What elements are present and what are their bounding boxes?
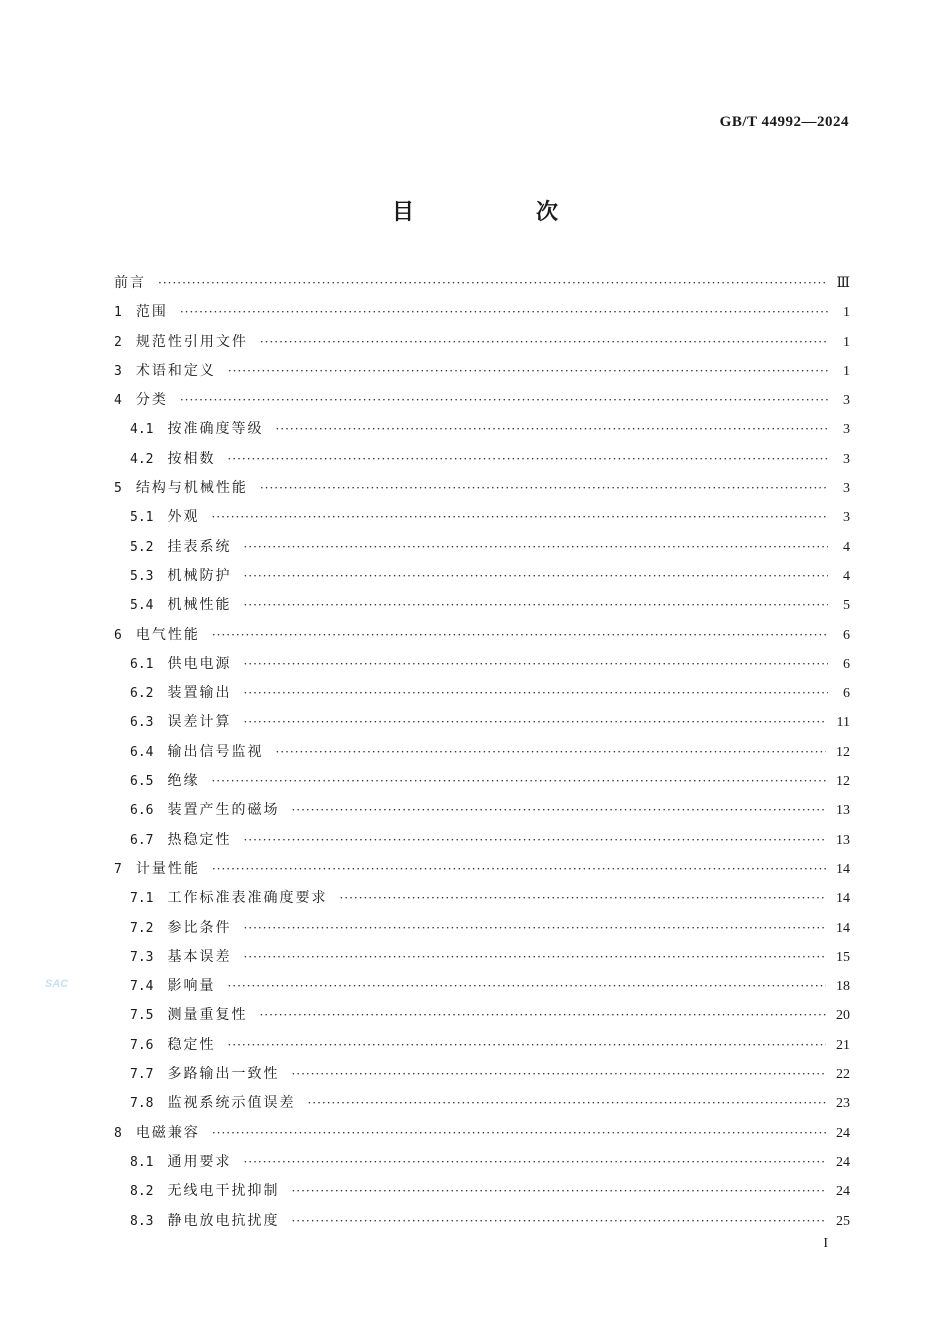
standard-code: GB/T 44992—2024 (719, 114, 849, 130)
dot-leader (260, 474, 828, 503)
sac-watermark: SAC (45, 978, 69, 990)
toc-entry-page: 3 (843, 451, 850, 467)
dot-leader (243, 708, 826, 737)
toc-entry[interactable] (114, 826, 850, 855)
toc-entry-number: 6 (114, 627, 122, 643)
table-of-contents (114, 269, 850, 1236)
toc-entry[interactable] (114, 621, 850, 650)
toc-entry-page: 6 (843, 627, 850, 643)
dot-leader (243, 1148, 826, 1177)
toc-entry-label: 挂表系统 (167, 538, 232, 555)
dot-leader (212, 1119, 826, 1148)
toc-entry[interactable] (114, 591, 850, 620)
toc-entry-page: 3 (843, 481, 850, 497)
dot-leader (243, 679, 828, 708)
toc-entry[interactable] (114, 650, 850, 679)
toc-entry-number: 4.1 (130, 422, 154, 438)
dot-leader (260, 328, 828, 357)
toc-entry[interactable] (114, 1207, 850, 1236)
toc-entry[interactable] (114, 855, 850, 884)
toc-entry-label: 工作标准表准确度要求 (167, 890, 328, 907)
toc-entry-label: 机械防护 (167, 567, 232, 584)
toc-entry-label: 影响量 (167, 978, 216, 995)
toc-entry-page: 4 (843, 568, 850, 584)
toc-entry-number: 6.2 (130, 686, 154, 702)
toc-entry-page: 24 (836, 1184, 850, 1200)
toc-entry-number: 5 (114, 481, 122, 497)
toc-entry-label: 无线电干扰抑制 (167, 1183, 280, 1200)
dot-leader (291, 1060, 826, 1089)
toc-entry[interactable] (114, 445, 850, 474)
toc-entry-label: 静电放电抗扰度 (167, 1212, 280, 1229)
toc-entry-number: 5.1 (130, 510, 154, 526)
toc-entry-label: 按准确度等级 (167, 421, 264, 438)
toc-entry[interactable] (114, 708, 850, 737)
toc-entry-page: 22 (836, 1067, 850, 1083)
toc-entry-label: 装置输出 (167, 685, 232, 702)
toc-entry[interactable] (114, 386, 850, 415)
toc-entry-label: 误差计算 (167, 714, 232, 731)
toc-entry-label: 规范性引用文件 (135, 333, 248, 350)
toc-entry-label: 测量重复性 (167, 1007, 248, 1024)
dot-leader (243, 533, 828, 562)
toc-entry-page: 6 (843, 656, 850, 672)
toc-entry-label: 前言 (114, 275, 146, 291)
toc-entry-label: 分类 (135, 392, 168, 409)
toc-entry-page: 1 (843, 305, 850, 321)
toc-entry-label: 电气性能 (135, 626, 200, 643)
toc-entry[interactable] (114, 1177, 850, 1206)
dot-leader (291, 1207, 826, 1236)
dot-leader (275, 738, 826, 767)
toc-entry[interactable] (114, 415, 850, 444)
toc-entry-number: 6.4 (130, 744, 154, 760)
toc-entry[interactable] (114, 914, 850, 943)
toc-entry[interactable] (114, 1031, 850, 1060)
toc-entry[interactable] (114, 767, 850, 796)
toc-entry[interactable] (114, 738, 850, 767)
toc-entry-label: 参比条件 (167, 919, 232, 936)
dot-leader (259, 1001, 826, 1030)
dot-leader (212, 621, 828, 650)
toc-entry-number: 7.6 (130, 1037, 154, 1053)
toc-entry-number: 8.2 (130, 1184, 154, 1200)
toc-entry-number: 5.3 (130, 568, 154, 584)
toc-entry[interactable] (114, 562, 850, 591)
toc-entry-number: 7 (114, 861, 122, 877)
dot-leader (212, 855, 826, 884)
toc-entry-number: 8.1 (130, 1154, 154, 1170)
dot-leader (227, 1031, 826, 1060)
toc-entry-page: 3 (843, 393, 850, 409)
dot-leader (339, 884, 826, 913)
toc-entry-label: 输出信号监视 (167, 743, 264, 760)
toc-entry-number: 7.7 (130, 1067, 154, 1083)
toc-entry-page: 11 (836, 715, 850, 731)
toc-entry-label: 稳定性 (167, 1036, 216, 1053)
toc-entry[interactable] (114, 1060, 850, 1089)
toc-entry-label: 基本误差 (167, 948, 232, 965)
toc-entry-number: 1 (114, 305, 122, 321)
toc-entry-number: 5.4 (130, 598, 154, 614)
toc-entry[interactable] (114, 972, 850, 1001)
toc-entry-page: 18 (836, 979, 850, 995)
dot-leader (211, 503, 828, 532)
dot-leader (243, 914, 826, 943)
toc-entry-label: 多路输出一致性 (167, 1066, 280, 1083)
toc-entry[interactable] (114, 474, 850, 503)
toc-entry-number: 7.5 (130, 1008, 154, 1024)
toc-entry-page: 14 (836, 891, 850, 907)
toc-entry-label: 电磁兼容 (135, 1124, 200, 1141)
toc-entry-page: 12 (836, 744, 850, 760)
toc-entry-number: 3 (114, 363, 122, 379)
dot-leader (291, 1177, 826, 1206)
toc-entry[interactable] (114, 1119, 850, 1148)
toc-entry[interactable] (114, 328, 850, 357)
toc-entry-page: 20 (836, 1008, 850, 1024)
dot-leader (180, 298, 828, 327)
toc-entry[interactable] (114, 1148, 850, 1177)
toc-entry[interactable] (114, 533, 850, 562)
dot-leader (243, 943, 826, 972)
toc-entry-number: 6.1 (130, 656, 154, 672)
toc-entry-label: 供电电源 (167, 655, 232, 672)
toc-entry-page: 24 (836, 1154, 850, 1170)
dot-leader (227, 445, 828, 474)
toc-entry-label: 监视系统示值误差 (167, 1095, 296, 1112)
toc-entry-number: 7.3 (130, 949, 154, 965)
dot-leader (211, 767, 826, 796)
toc-entry-number: 6.6 (130, 803, 154, 819)
toc-entry[interactable] (114, 298, 850, 327)
toc-entry-page: 6 (843, 686, 850, 702)
toc-entry-page: 13 (836, 832, 850, 848)
dot-leader (228, 357, 828, 386)
toc-entry-label: 机械性能 (167, 597, 232, 614)
toc-entry[interactable] (114, 884, 850, 913)
page-number: I (823, 1236, 828, 1251)
dot-leader (243, 562, 828, 591)
dot-leader (275, 415, 828, 444)
toc-entry-page: 5 (843, 598, 850, 614)
toc-entry-page: 1 (843, 334, 850, 350)
dot-leader (243, 650, 828, 679)
toc-entry-label: 热稳定性 (167, 831, 232, 848)
toc-entry-label: 计量性能 (135, 860, 200, 877)
toc-entry-page: 1 (843, 363, 850, 379)
dot-leader (243, 826, 826, 855)
toc-entry-number: 7.2 (130, 920, 154, 936)
toc-entry-page: 15 (836, 949, 850, 965)
toc-entry-label: 范围 (135, 304, 168, 321)
toc-entry-label: 外观 (167, 509, 200, 526)
page-title: 目 次 (391, 200, 608, 225)
dot-leader (180, 386, 828, 415)
toc-entry-page: 13 (836, 803, 850, 819)
toc-entry-page: 12 (836, 774, 850, 790)
toc-entry-page: 14 (836, 920, 850, 936)
toc-entry[interactable] (114, 1001, 850, 1030)
toc-entry-label: 术语和定义 (135, 362, 216, 379)
toc-entry-label: 结构与机械性能 (135, 480, 248, 497)
toc-entry[interactable] (114, 1089, 850, 1118)
toc-entry-number: 8 (114, 1125, 122, 1141)
toc-entry-number: 4 (114, 393, 122, 409)
toc-entry-number: 7.1 (130, 891, 154, 907)
toc-entry-page: 21 (836, 1037, 850, 1053)
toc-entry-number: 7.8 (130, 1096, 154, 1112)
toc-entry[interactable] (114, 943, 850, 972)
toc-entry-number: 2 (114, 334, 122, 350)
toc-entry-label: 装置产生的磁场 (167, 802, 280, 819)
toc-entry-page: 23 (836, 1096, 850, 1112)
toc-entry-page: 3 (843, 422, 850, 438)
toc-entry[interactable] (114, 357, 850, 386)
dot-leader (291, 796, 826, 825)
toc-entry[interactable] (114, 796, 850, 825)
toc-entry-label: 绝缘 (167, 773, 200, 790)
toc-entry[interactable] (114, 503, 850, 532)
toc-entry-label: 通用要求 (167, 1153, 232, 1170)
toc-entry[interactable] (114, 679, 850, 708)
toc-entry-page: 24 (836, 1125, 850, 1141)
toc-entry-number: 4.2 (130, 451, 154, 467)
dot-leader (243, 591, 828, 620)
dot-leader (307, 1089, 826, 1118)
toc-entry-number: 8.3 (130, 1213, 154, 1229)
toc-entry-number: 5.2 (130, 539, 154, 555)
toc-entry-number: 6.7 (130, 832, 154, 848)
toc-entry[interactable] (114, 269, 850, 298)
toc-entry-number: 6.3 (130, 715, 154, 731)
toc-entry-page: 25 (836, 1213, 850, 1229)
toc-entry-number: 6.5 (130, 774, 154, 790)
toc-entry-number: 7.4 (130, 979, 154, 995)
toc-entry-label: 按相数 (167, 450, 216, 467)
toc-entry-page: 3 (843, 510, 850, 526)
toc-entry-page: Ⅲ (836, 276, 850, 291)
toc-entry-page: 4 (843, 539, 850, 555)
dot-leader (158, 269, 826, 298)
dot-leader (227, 972, 826, 1001)
toc-entry-page: 14 (836, 861, 850, 877)
